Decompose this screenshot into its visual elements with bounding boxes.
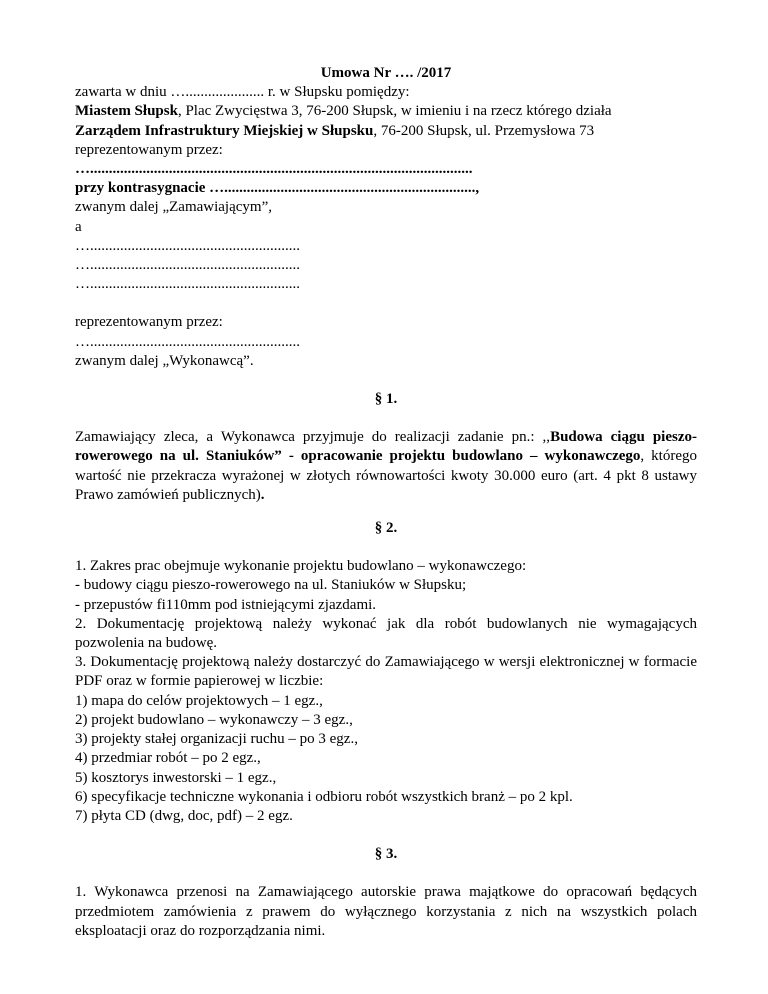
section-3-heading: § 3. <box>374 846 398 863</box>
section-2-item-1: - budowy ciągu pieszo-rowerowego na ul. Staniuków w Słupsku; <box>75 577 467 594</box>
contractor-dots-2: …........................................................ <box>75 257 300 274</box>
section-2-item-7: 3) projekty stałej organizacji ruchu – po 3 egz., <box>75 731 358 748</box>
represented-label: reprezentowanym przez: <box>75 141 223 158</box>
zim-line <box>75 122 697 141</box>
section-2-item-3: 2. Dokumentację projektową należy wykonać jak dla robót budowlanych nie wymagających pozwolenia na budowę. <box>75 615 697 652</box>
contractor-dots-3: …........................................................ <box>75 276 300 293</box>
client-alias: zwanym dalej „Zamawiającym”, <box>75 199 272 216</box>
contractor-alias: zwanym dalej „Wykonawcą”. <box>75 352 254 369</box>
section-1-text-a: Zamawiający zleca, a Wykonawca przyjmuje do realizacji zadanie pn.: ,, <box>75 429 551 446</box>
section-2-item-9: 5) kosztorys inwestorski – 1 egz., <box>75 769 277 786</box>
contractor-dots-1: …........................................................ <box>75 237 300 254</box>
countersign-line: przy kontrasygnacie …..................................................................., <box>75 180 480 197</box>
section-1-text-c: , którego wartość nie przekracza wyrażonej w złotych równowartości kwoty 30.000 euro (art. 4 pkt 8 ustawy Prawo zamówień publicznych) <box>75 448 697 503</box>
contract-document <box>75 64 697 941</box>
represented-label-2: reprezentowanym przez: <box>75 314 223 331</box>
representative-dots: …...................................................................................................... <box>75 161 473 178</box>
party-one-address: , Plac Zwycięstwa 3, 76-200 Słupsk, w imieniu i na rzecz którego działa <box>177 103 612 120</box>
section-1-task-name: Budowa ciągu pieszo-rowerowego na ul. Staniuków” - opracowanie projektu budowlano – wykonawczego <box>75 429 697 465</box>
section-2-item-6: 2) projekt budowlano – wykonawczy – 3 egz., <box>75 711 353 728</box>
section-2-item-0: 1. Zakres prac obejmuje wykonanie projektu budowlano – wykonawczego: <box>75 558 527 575</box>
zim-address: , 76-200 Słupsk, ul. Przemysłowa 73 <box>373 122 595 139</box>
section-2-heading: § 2. <box>374 520 398 537</box>
concluded-line: zawarta w dniu …..................... r. w Słupsku pomiędzy: <box>75 84 410 101</box>
section-2-item-10: 6) specyfikacje techniczne wykonania i odbioru robót wszystkich branż – po 2 kpl. <box>75 788 573 805</box>
section-3-text: 1. Wykonawca przenosi na Zamawiającego autorskie prawa majątkowe do opracowań będących przedmiotem zamówienia z prawem do wyłącznego korzystania z nich na wszystkich polach eksploatacji oraz do rozporządzania nimi. <box>75 884 697 939</box>
contract-title: Umowa Nr …. /2017 <box>320 65 452 81</box>
contractor-rep-dots: …........................................................ <box>75 333 300 350</box>
section-1-heading: § 1. <box>374 391 398 408</box>
and-line: a <box>75 218 82 235</box>
party-one-name: Miastem Słupsk <box>75 103 178 120</box>
party-one-paragraph <box>75 102 697 121</box>
section-2-item-5: 1) mapa do celów projektowych – 1 egz., <box>75 692 323 709</box>
section-1-text <box>75 428 697 505</box>
zim-name: Zarządem Infrastruktury Miejskiej w Słupsku <box>75 122 374 139</box>
section-2-item-8: 4) przedmiar robót – po 2 egz., <box>75 750 261 767</box>
section-1-text-d: . <box>260 486 265 503</box>
section-2-item-2: - przepustów fi110mm pod istniejącymi zjazdami. <box>75 596 377 613</box>
section-2-item-11: 7) płyta CD (dwg, doc, pdf) – 2 egz. <box>75 807 293 824</box>
section-2-item-4: 3. Dokumentację projektową należy dostarczyć do Zamawiającego w wersji elektronicznej w formacie PDF oraz w formie papierowej w liczbie: <box>75 654 697 690</box>
